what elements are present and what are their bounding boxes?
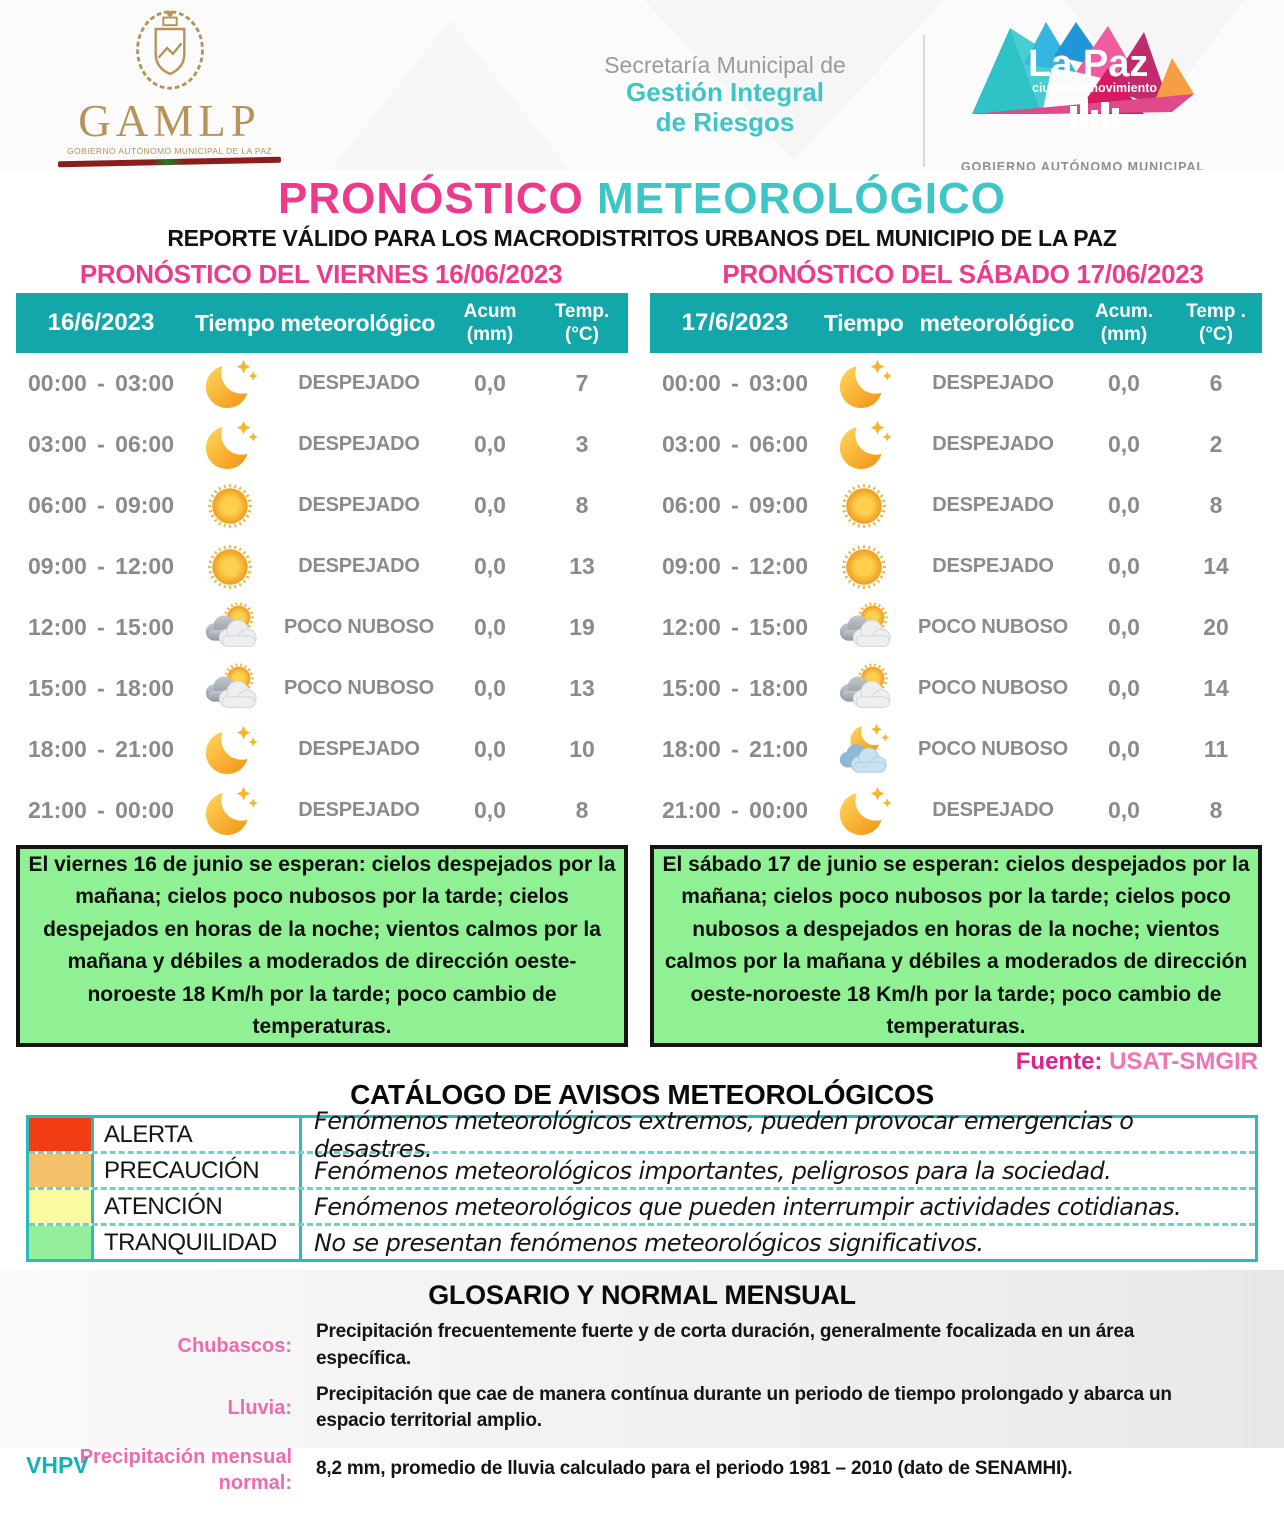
weather-condition: DESPEJADO [932,555,1054,578]
moon-stars-icon [820,355,908,413]
background-texture [330,20,570,170]
glossary-term: Precipitación mensual normal: [79,1445,292,1494]
weather-condition: DESPEJADO [298,372,420,395]
time-separator: - [97,675,105,702]
acum-column-header: Acum (mm) [463,300,517,346]
glossary-term: Lluvia: [227,1397,292,1420]
acum-column-header: Acum. (mm) [1094,300,1154,346]
accumulation-value: 0,0 [474,614,506,641]
glossary-entry [0,1319,1224,1372]
temperature-value: 8 [575,797,589,824]
accumulation-value: 0,0 [474,675,506,702]
time-range [16,431,186,458]
catalog-table [26,1106,1258,1262]
accumulation-value: 0,0 [1108,492,1140,519]
time-range [650,736,820,763]
forecast-row [16,536,628,597]
accumulation-value: 0,0 [1108,614,1140,641]
level-color-swatch [29,1226,94,1259]
secretaria-line1: Secretaría Municipal de [604,52,846,78]
forecast-row [650,414,1262,475]
time-start: 03:00 [28,431,87,458]
weather-condition: DESPEJADO [298,799,420,822]
time-end: 18:00 [749,675,808,702]
moon-stars-icon [186,416,274,474]
forecast-row [16,353,628,414]
catalog-row [29,1154,1255,1190]
accumulation-value: 0,0 [474,553,506,580]
forecast-row [650,475,1262,536]
accumulation-value: 0,0 [1108,370,1140,397]
temperature-value: 8 [575,492,589,519]
sun-clouds-icon [820,660,908,718]
accumulation-value: 0,0 [474,370,506,397]
temperature-value: 14 [1203,553,1229,580]
forecast-section-headers [0,259,1284,290]
gamlp-crest-icon [127,8,213,92]
weather-condition: POCO NUBOSO [917,677,1069,700]
temp-column-header: Temp . (°C) [1186,300,1246,346]
time-end: 03:00 [115,370,174,397]
time-end: 09:00 [115,492,174,519]
time-end: 18:00 [115,675,174,702]
time-separator: - [731,492,739,519]
time-separator: - [731,797,739,824]
sun-clouds-icon [186,599,274,657]
glossary-definition: 8,2 mm, promedio de lluvia calculado para el periodo 1981 – 2010 (dato de SENAMHI). [316,1458,1073,1480]
weather-condition: DESPEJADO [298,555,420,578]
time-start: 15:00 [28,675,87,702]
table-header [650,293,1262,353]
time-range [650,797,820,824]
weather-column-header: Tiempo meteorológico [823,309,1075,336]
time-end: 21:00 [115,736,174,763]
time-end: 06:00 [749,431,808,458]
time-separator: - [731,553,739,580]
friday-summary-box: El viernes 16 de junio se esperan: cielos despejados por la mañana; cielos poco nubosos por la tarde; cielos despejados en horas de la noche; vientos calmos por la mañana y débiles a moderados de dirección oeste-noroeste 18 Km/h por la tarde; poco cambio de temperaturas. [16,845,628,1047]
time-start: 18:00 [28,736,87,763]
time-separator: - [731,675,739,702]
friday-section-title: PRONÓSTICO DEL VIERNES 16/06/2023 [79,259,563,290]
time-start: 00:00 [28,370,87,397]
forecast-summaries [0,845,1284,1047]
weather-condition: DESPEJADO [932,494,1054,517]
temperature-value: 14 [1203,675,1229,702]
level-color-swatch [29,1118,94,1151]
forecast-table-friday [16,293,628,841]
moon-stars-icon [820,416,908,474]
gamlp-caption: GOBIERNO AUTÓNOMO MUNICIPAL DE LA PAZ [67,146,272,156]
author-initials: VHPV [26,1452,89,1479]
time-start: 12:00 [662,614,721,641]
time-start: 09:00 [662,553,721,580]
time-separator: - [97,492,105,519]
source-label: Fuente: [1015,1048,1103,1076]
glossary-list [0,1319,1284,1495]
level-label: ALERTA [94,1118,302,1151]
catalog-title: CATÁLOGO DE AVISOS METEOROLÓGICOS [350,1079,934,1111]
time-range [650,675,820,702]
temperature-value: 10 [569,736,595,763]
sun-clouds-icon [820,599,908,657]
time-range [16,736,186,763]
weather-condition: DESPEJADO [298,494,420,517]
glossary-entry [0,1382,1224,1435]
time-start: 21:00 [662,797,721,824]
saturday-summary-box: El sábado 17 de junio se esperan: cielos despejados por la mañana; cielos poco nubosos por la tarde; cielos poco nubosos a despejados en horas de la noche; vientos calmos por la mañana y débiles a moderados de dirección oeste-noroeste 18 Km/h por la tarde; poco cambio de temperaturas. [650,845,1262,1047]
time-start: 06:00 [28,492,87,519]
temperature-value: 8 [1209,492,1223,519]
table-header [16,293,628,353]
glossary-title: GLOSARIO Y NORMAL MENSUAL [428,1280,856,1311]
time-end: 03:00 [749,370,808,397]
accumulation-value: 0,0 [1108,553,1140,580]
temperature-value: 20 [1203,614,1229,641]
weather-condition: DESPEJADO [932,433,1054,456]
level-description: Fenómenos meteorológicos extremos, pueden provocar emergencias o desastres. [314,1106,1134,1163]
time-end: 12:00 [749,553,808,580]
catalog-row [29,1190,1255,1226]
date-column-header: 17/6/2023 [681,309,789,337]
catalog-row [29,1106,1255,1163]
level-description: Fenómenos meteorológicos importantes, peligrosos para la sociedad. [314,1156,1112,1185]
gamlp-ribbon [58,157,281,168]
time-separator: - [97,614,105,641]
time-start: 09:00 [28,553,87,580]
temperature-value: 3 [575,431,589,458]
time-range [16,675,186,702]
time-separator: - [97,553,105,580]
time-separator: - [731,614,739,641]
temperature-value: 6 [1209,370,1223,397]
glossary-term: Chubascos: [177,1334,292,1357]
time-range [650,492,820,519]
forecast-row [650,780,1262,841]
time-range [650,370,820,397]
forecast-tables [0,293,1284,841]
level-color-swatch [29,1154,94,1187]
time-end: 00:00 [115,797,174,824]
page-subtitle: REPORTE VÁLIDO PARA LOS MACRODISTRITOS URBANOS DEL MUNICIPIO DE LA PAZ [167,225,1117,252]
sun-clouds-icon [186,660,274,718]
gamlp-logo [52,8,287,165]
header-divider [923,35,925,167]
accumulation-value: 0,0 [1108,736,1140,763]
forecast-row [16,475,628,536]
catalog-row [29,1226,1255,1259]
time-start: 12:00 [28,614,87,641]
accumulation-value: 0,0 [1108,675,1140,702]
time-range [650,553,820,580]
temperature-value: 19 [569,614,595,641]
time-end: 12:00 [115,553,174,580]
forecast-row [16,719,628,780]
sun-icon [186,539,274,595]
page-title [0,175,1284,223]
temperature-value: 2 [1209,431,1223,458]
moon-stars-icon [186,782,274,840]
date-column-header: 16/6/2023 [47,309,155,337]
time-range [650,614,820,641]
time-separator: - [97,370,105,397]
temperature-value: 13 [569,553,595,580]
weather-column-header: Tiempo meteorológico [194,309,436,336]
accumulation-value: 0,0 [1108,797,1140,824]
accumulation-value: 0,0 [474,736,506,763]
temperature-value: 13 [569,675,595,702]
forecast-row [650,597,1262,658]
moon-stars-icon [186,721,274,779]
time-start: 18:00 [662,736,721,763]
forecast-row [650,536,1262,597]
accumulation-value: 0,0 [474,492,506,519]
svg-text:ciudadenmovimiento: ciudadenmovimiento [1032,81,1158,95]
level-label: TRANQUILIDAD [94,1226,302,1259]
time-separator: - [731,431,739,458]
time-start: 03:00 [662,431,721,458]
lapaz-logo [958,14,1214,142]
forecast-rows [650,353,1262,841]
weather-condition: DESPEJADO [932,372,1054,395]
time-start: 06:00 [662,492,721,519]
forecast-row [16,414,628,475]
time-separator: - [731,736,739,763]
temp-column-header: Temp. (°C) [554,300,610,346]
time-end: 21:00 [749,736,808,763]
time-end: 15:00 [115,614,174,641]
level-description: No se presentan fenómenos meteorológicos significativos. [314,1228,984,1257]
time-range [650,431,820,458]
saturday-section-title: PRONÓSTICO DEL SÁBADO 17/06/2023 [722,259,1204,290]
weather-condition: DESPEJADO [298,433,420,456]
accumulation-value: 0,0 [474,431,506,458]
lapaz-mountains-icon [958,14,1214,142]
page-title-part2: METEOROLÓGICO [597,174,1007,223]
moon-stars-icon [820,782,908,840]
sun-icon [820,478,908,534]
weather-condition: POCO NUBOSO [917,738,1069,761]
source-line [0,1049,1284,1077]
time-range [16,553,186,580]
secretaria-line3: de Riesgos [655,107,795,138]
forecast-rows [16,353,628,841]
secretaria-line2: Gestión Integral [626,77,824,108]
forecast-row [16,597,628,658]
accumulation-value: 0,0 [474,797,506,824]
time-start: 21:00 [28,797,87,824]
time-end: 00:00 [749,797,808,824]
level-label: ATENCIÓN [94,1190,302,1223]
time-start: 15:00 [662,675,721,702]
weather-condition: DESPEJADO [932,799,1054,822]
lapaz-caption: GOBIERNO AUTÓNOMO MUNICIPAL [960,160,1206,170]
secretaria-wordmark [585,52,865,138]
sun-icon [820,539,908,595]
level-color-swatch [29,1190,94,1223]
time-start: 00:00 [662,370,721,397]
time-range [16,797,186,824]
time-separator: - [97,431,105,458]
level-label: PRECAUCIÓN [94,1154,302,1187]
moon-clouds-icon [820,721,908,779]
time-range [16,492,186,519]
time-end: 06:00 [115,431,174,458]
forecast-row [650,719,1262,780]
time-range [16,614,186,641]
page-title-part1: PRONÓSTICO [277,174,584,223]
report-header [0,0,1284,170]
weather-condition: POCO NUBOSO [283,677,435,700]
time-end: 09:00 [749,492,808,519]
glossary-definition: Precipitación frecuentemente fuerte y de corta duración, generalmente focalizada en un área específica. [316,1321,1135,1369]
accumulation-value: 0,0 [1108,431,1140,458]
forecast-row [650,353,1262,414]
temperature-value: 7 [575,370,589,397]
svg-text:La Paz: La Paz [1028,43,1149,85]
forecast-row [650,658,1262,719]
level-description: Fenómenos meteorológicos que pueden interrumpir actividades cotidianas. [314,1192,1182,1221]
time-separator: - [97,736,105,763]
weather-condition: POCO NUBOSO [283,616,435,639]
moon-stars-icon [186,355,274,413]
time-end: 15:00 [749,614,808,641]
temperature-value: 11 [1203,736,1229,763]
forecast-row [16,780,628,841]
source-value: USAT-SMGIR [1109,1048,1258,1076]
glossary-definition: Precipitación que cae de manera contínua durante un periodo de tiempo prolongado y abarca un espacio territorial amplio. [316,1383,1172,1432]
forecast-table-saturday [650,293,1262,841]
forecast-row [16,658,628,719]
time-range [16,370,186,397]
time-separator: - [731,370,739,397]
sun-icon [186,478,274,534]
gamlp-acronym: GAMLP [78,96,261,146]
weather-condition: POCO NUBOSO [917,616,1069,639]
weather-condition: DESPEJADO [298,738,420,761]
temperature-value: 8 [1209,797,1223,824]
time-separator: - [97,797,105,824]
